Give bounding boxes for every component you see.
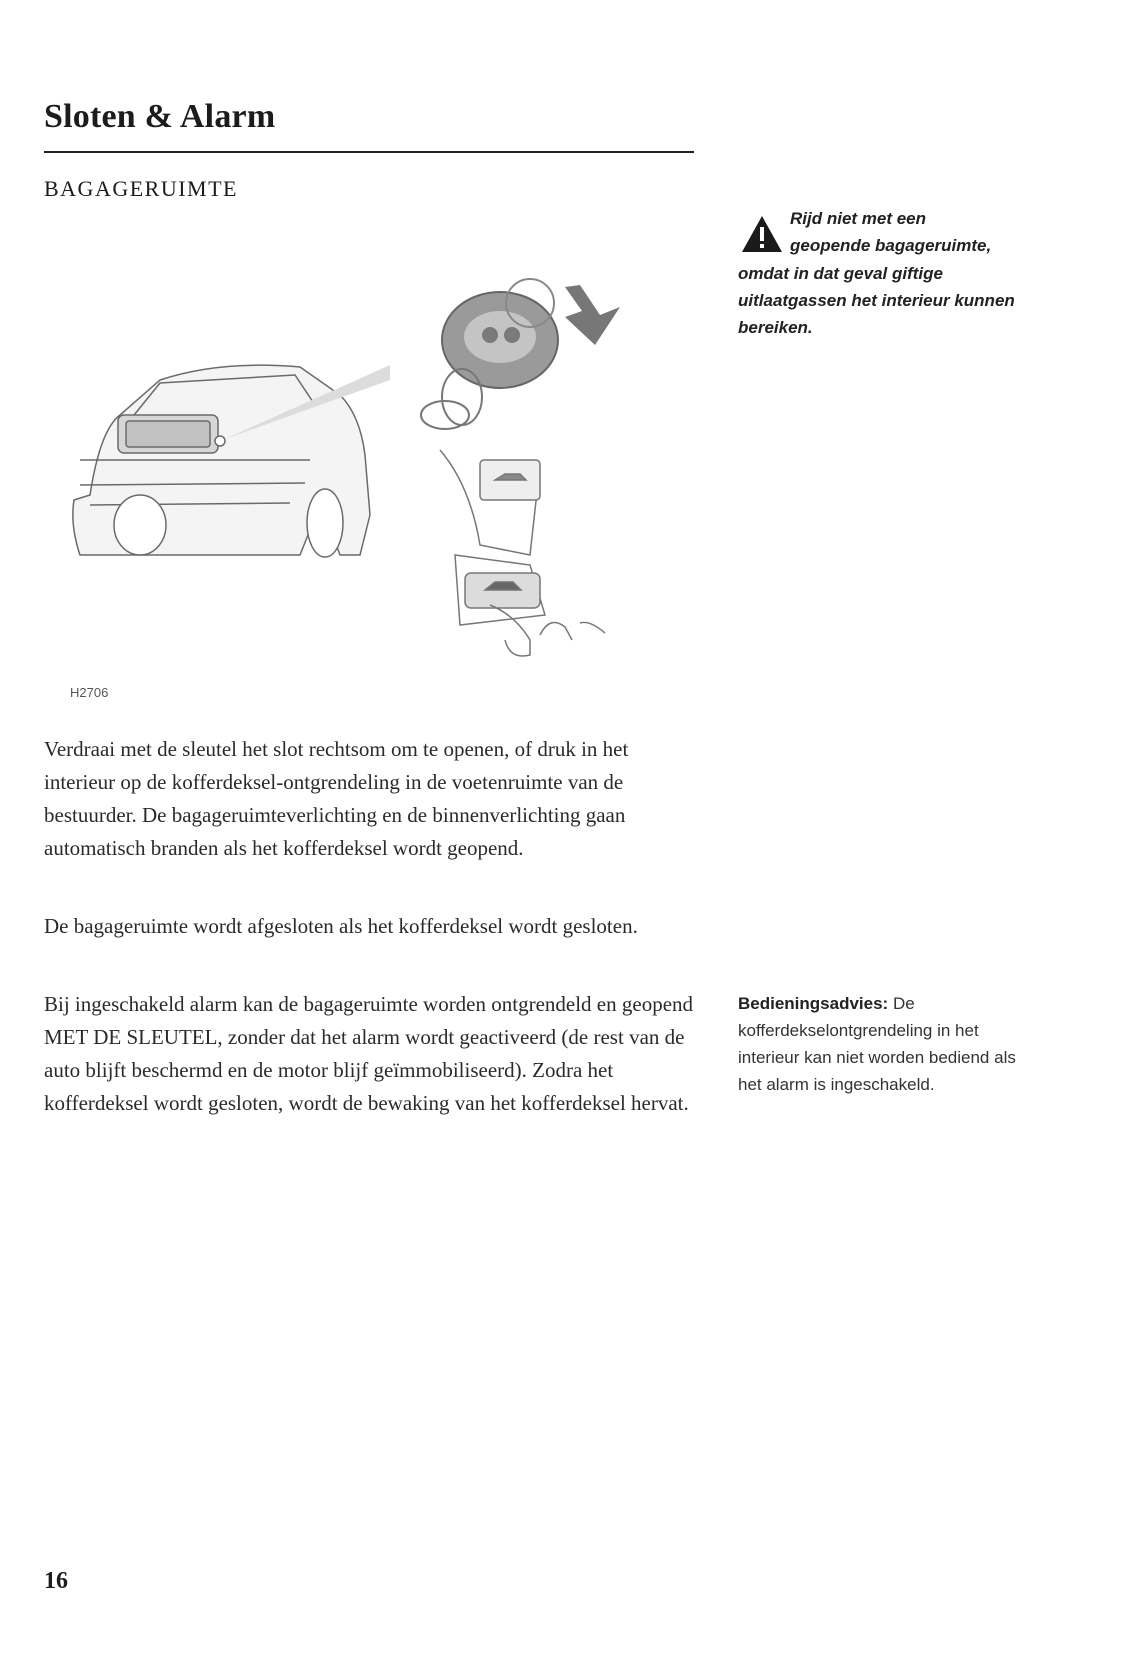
car-illustration [73, 365, 370, 557]
title-rule [44, 151, 694, 153]
paragraph-1: Verdraai met de sleutel het slot rechtsom om te openen, of druk in het interieur op de kofferdeksel-ontgrendeling in de voetenruimte van de bestuurder. De bagageruimteverlichting en de binnenverlichting gaan automatisch branden als het kofferdeksel wordt geopend. [44, 737, 629, 860]
warning-triangle-icon [740, 214, 784, 254]
operating-advice [738, 990, 1038, 1098]
page-title: Sloten & Alarm [44, 98, 276, 135]
key-fob-illustration [421, 279, 558, 429]
page-number: 16 [44, 1568, 68, 1594]
warning-line-2: geopende bagageruimte, [790, 236, 992, 255]
advice-label: Bedieningsadvies: [738, 994, 889, 1013]
paragraph-3: Bij ingeschakeld alarm kan de bagageruimte worden ontgrendeld en geopend MET DE SLEUTEL, zonder dat het alarm wordt geactiveerd (de rest van de auto blijft beschermd en de motor blijf geïmmobiliseerd). Zodra het kofferdeksel wordt gesloten, wordt de bewaking van het kofferdeksel hervat. [44, 992, 694, 1115]
warning-line-rest: omdat in dat geval giftige uitlaatgassen het interieur kunnen bereiken. [738, 264, 1015, 337]
figure-code: H2706 [70, 685, 109, 700]
section-heading: BAGAGERUIMTE [44, 176, 238, 201]
release-switch-illustration [440, 450, 605, 656]
warning-line-1: Rijd niet met een [790, 209, 927, 228]
trunk-illustration [60, 255, 680, 710]
advice-text: De kofferdekselontgrendeling in het interieur kan niet worden bediend als het alarm is ingeschakeld. [738, 994, 1016, 1094]
paragraph-2: De bagageruimte wordt afgesloten als het kofferdeksel wordt gesloten. [44, 914, 638, 938]
